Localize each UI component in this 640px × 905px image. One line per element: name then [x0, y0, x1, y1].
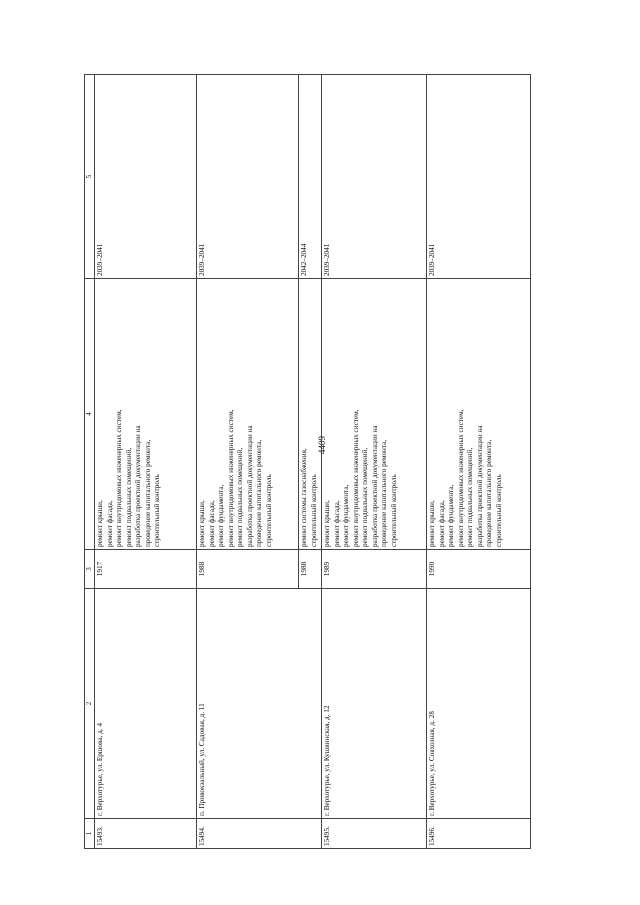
work-item: ремонт фасада, [207, 500, 216, 547]
works-list [95, 279, 197, 550]
planned-period: 2039–2041 [197, 75, 299, 279]
works-list [197, 279, 299, 550]
work-item: ремонт крыши, [198, 500, 207, 547]
works-list [299, 279, 322, 550]
table-header-row [85, 75, 95, 849]
works-list [427, 279, 531, 550]
work-item: строительный контроль [309, 474, 318, 547]
work-item: ремонт крыши, [96, 500, 105, 547]
work-item: разработка проектной документации на [370, 425, 379, 547]
build-year: 1988 [197, 550, 299, 589]
work-item: проведение капитального ремонта, [380, 439, 389, 547]
planned-period: 2039–2041 [427, 75, 531, 279]
work-item: строительный контроль [264, 474, 273, 547]
header-cell-4: 4 [85, 279, 95, 550]
work-item: проведение капитального ремонта, [143, 439, 152, 547]
work-item: ремонт подвальных помещений, [124, 447, 133, 547]
work-item: ремонт крыши, [323, 500, 332, 547]
work-item: ремонт внутридомовых инженерных систем, [115, 409, 124, 547]
address: г. Верхотурье, ул. Совхозная, д. 28 [427, 589, 531, 819]
row-number: 15494. [197, 819, 322, 849]
header-cell-1: 1 [85, 819, 95, 849]
works-list [322, 279, 427, 550]
build-year: 1917 [95, 550, 197, 589]
work-item: ремонт фундамента, [342, 484, 351, 547]
row-number: 15493. [95, 819, 197, 849]
build-year: 1989 [322, 550, 427, 589]
rotated-table-wrapper [84, 75, 520, 849]
header-cell-3: 3 [85, 550, 95, 589]
work-item: ремонт подвальных помещений, [236, 447, 245, 547]
repair-schedule-table [84, 74, 531, 849]
row-number: 15496. [427, 819, 531, 849]
work-item: ремонт фундамента, [447, 484, 456, 547]
work-item: проведение капитального ремонта, [485, 439, 494, 547]
work-item: ремонт фундамента, [217, 484, 226, 547]
row-number: 15495. [322, 819, 427, 849]
work-item: ремонт внутридомовых инженерных систем, [351, 409, 360, 547]
work-item: разработка проектной документации на [475, 425, 484, 547]
planned-period: 2039–2041 [95, 75, 197, 279]
table-row [95, 75, 197, 849]
planned-period: 2042–2044 [299, 75, 322, 279]
build-year: 1990 [427, 550, 531, 589]
address: п. Привокзальный, ул. Садовая, д. 11 [197, 589, 322, 819]
work-item: строительный контроль [153, 474, 162, 547]
work-item: ремонт фасада, [437, 500, 446, 547]
work-item: ремонт крыши, [428, 500, 437, 547]
header-cell-5: 5 [85, 75, 95, 279]
table-row [427, 75, 531, 849]
work-item: разработка проектной документации на [134, 425, 143, 547]
address: г. Верхотурье, ул. Кушвинская, д. 12 [322, 589, 427, 819]
page-number: 4409 [317, 436, 327, 454]
work-item: проведение капитального ремонта, [255, 439, 264, 547]
build-year: 1988 [299, 550, 322, 589]
work-item: ремонт подвальных помещений, [361, 447, 370, 547]
work-item: строительный контроль [494, 474, 503, 547]
table-row [322, 75, 427, 849]
work-item: ремонт системы газоснабжения, [300, 448, 309, 547]
work-item: ремонт фасада, [105, 500, 114, 547]
work-item: ремонт внутридомовых инженерных систем, [456, 409, 465, 547]
planned-period: 2039–2041 [322, 75, 427, 279]
work-item: ремонт подвальных помещений, [466, 447, 475, 547]
work-item: ремонт внутридомовых инженерных систем, [226, 409, 235, 547]
header-cell-2: 2 [85, 589, 95, 819]
work-item: разработка проектной документации на [245, 425, 254, 547]
work-item: строительный контроль [389, 474, 398, 547]
table-row [197, 75, 299, 849]
address: г. Верхотурье, ул. Ершова, д. 4 [95, 589, 197, 819]
work-item: ремонт фасада, [332, 500, 341, 547]
